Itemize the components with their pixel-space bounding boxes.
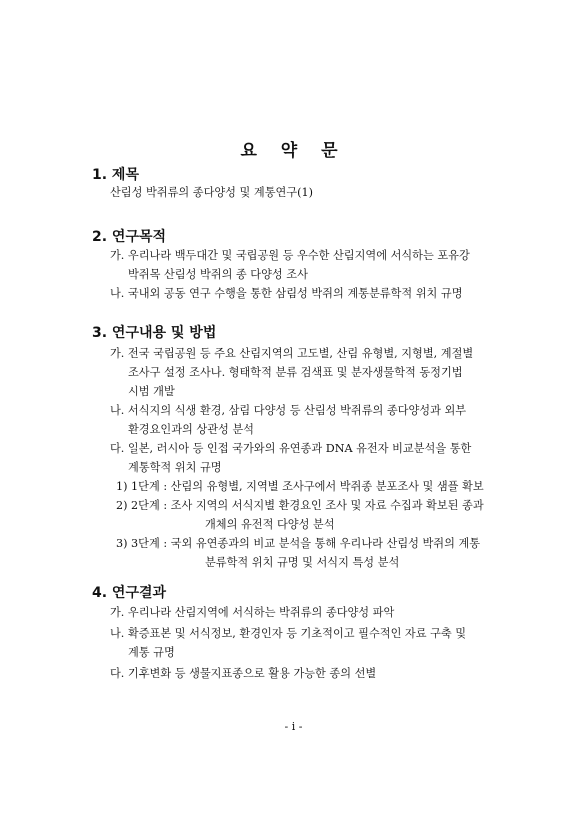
section-1-line-1: 산림성 박쥐류의 종다양성 및 계통연구(1): [110, 186, 313, 199]
section-3-line-8: 1) 1단계 : 산림의 유형별, 지역별 조사구에서 박쥐종 분포조사 및 샘플 확보: [116, 480, 484, 493]
section-heading-3: 3. 연구내용 및 방법: [92, 325, 217, 341]
section-4-line-3: 계통 규명: [128, 646, 175, 659]
section-4-line-1: 가. 우리나라 산림지역에 서식하는 박쥐류의 종다양성 파악: [110, 606, 395, 619]
section-3-line-5: 환경요인과의 상관성 분석: [128, 423, 254, 436]
section-3-line-6: 다. 일본, 러시아 등 인접 국가와의 유연종과 DNA 유전자 비교분석을 통한: [110, 442, 472, 455]
section-heading-1: 1. 제목: [92, 167, 139, 183]
section-3-line-3: 시범 개발: [128, 385, 175, 398]
section-4-line-4: 다. 기후변화 등 생물지표종으로 활용 가능한 종의 선별: [110, 667, 377, 680]
section-3-line-9: 2) 2단계 : 조사 지역의 서식지별 환경요인 조사 및 자료 수집과 확보된 종과: [116, 499, 484, 512]
section-heading-2: 2. 연구목적: [92, 229, 167, 245]
section-3-line-10: 개체의 유전적 다양성 분석: [205, 518, 335, 531]
document-title: 요 약 문: [240, 141, 347, 161]
section-3-line-12: 분류학적 위치 규명 및 서식지 특성 분석: [205, 556, 400, 569]
section-heading-4: 4. 연구결과: [92, 585, 167, 601]
section-2-line-3: 나. 국내외 공동 연구 수행을 통한 삼림성 박쥐의 계통분류학적 위치 규명: [110, 287, 463, 300]
page-number: - i -: [284, 720, 303, 733]
section-2-line-2: 박쥐목 산림성 박쥐의 종 다양성 조사: [128, 268, 308, 281]
section-3-line-11: 3) 3단계 : 국외 유연종과의 비교 분석을 통해 우리나라 산림성 박쥐의 계통: [116, 537, 481, 550]
section-2-line-1: 가. 우리나라 백두대간 및 국립공원 등 우수한 산림지역에 서식하는 포유강: [110, 249, 470, 262]
section-3-line-1: 가. 전국 국립공원 등 주요 산림지역의 고도별, 산림 유형별, 지형별, 계절별: [110, 347, 474, 360]
section-3-line-7: 계통학적 위치 규명: [128, 461, 222, 474]
section-3-line-2: 조사구 설정 조사나. 형태학적 분류 검색표 및 분자생물학적 동정기법: [128, 366, 463, 379]
section-3-line-4: 나. 서식지의 식생 환경, 삼림 다양성 등 산림성 박쥐류의 종다양성과 외부: [110, 404, 467, 417]
section-4-line-2: 나. 확증표본 및 서식정보, 환경인자 등 기초적이고 필수적인 자료 구축 및: [110, 627, 467, 640]
